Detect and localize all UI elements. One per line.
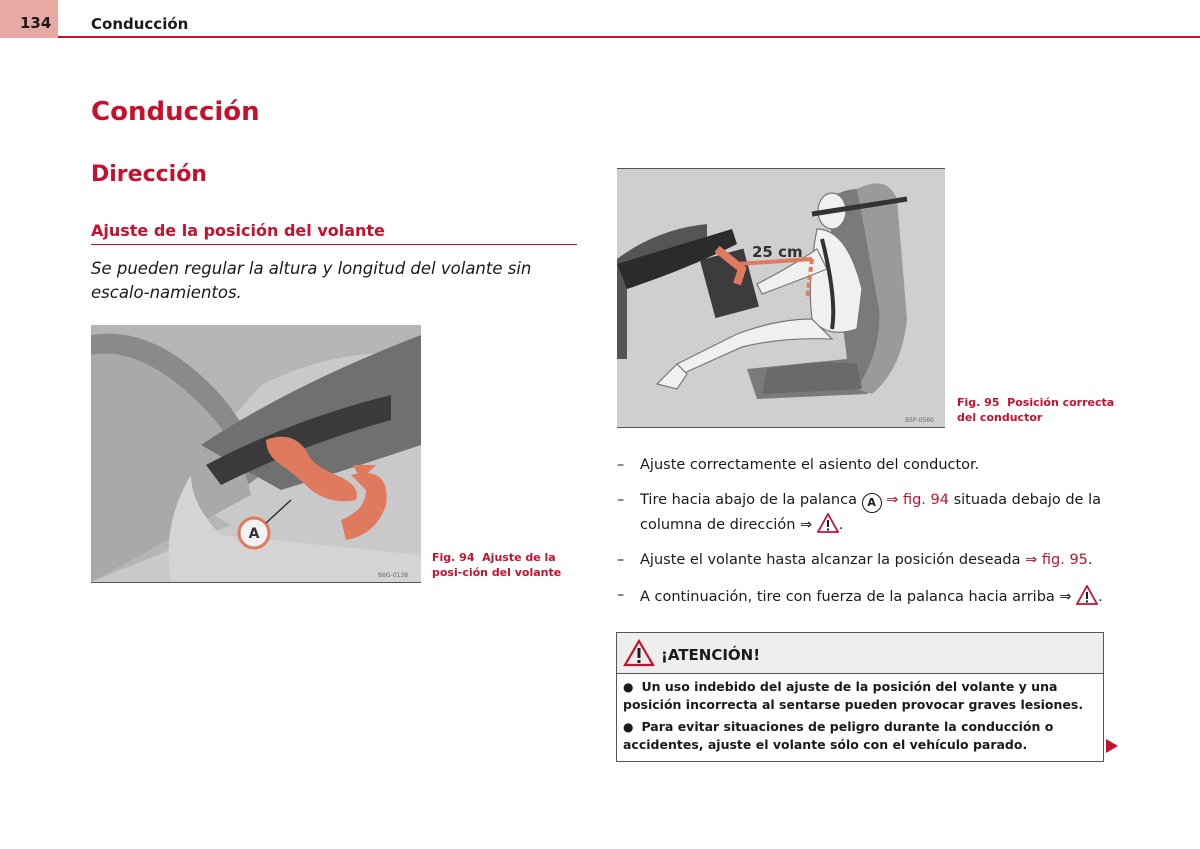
steering-lever-illustration (91, 325, 421, 582)
distance-label: 25 cm (752, 243, 803, 261)
caption-text: Ajuste de la posi-ción del volante (432, 551, 562, 579)
driver-position-illustration (617, 169, 945, 427)
step-text: . (838, 517, 844, 533)
callout-a-ref: A (862, 493, 882, 513)
figure-code: B6G-0138 (378, 572, 409, 579)
warning-text: Para evitar situaciones de peligro durante la conducción o accidentes, ajuste el volante sólo con el vehículo parado. (623, 719, 1054, 752)
page-number: 134 (20, 14, 52, 32)
figure-94-link[interactable]: ⇒ fig. 94 (881, 492, 949, 508)
step-item (617, 490, 1107, 536)
subsection-title: Dirección (91, 162, 207, 187)
warning-title: ¡ATENCIÓN! (661, 646, 761, 664)
caption-text: Posición correcta del conductor (957, 396, 1115, 424)
step-text: A continuación, tire con fuerza de la palanca hacia arriba ⇒ (640, 589, 1077, 605)
step-text: Tire hacia abajo de la palanca (640, 492, 862, 508)
header-rule (58, 36, 1200, 38)
warning-icon[interactable] (1076, 585, 1098, 605)
figure-95-caption (957, 395, 1117, 425)
figure-95 (617, 168, 945, 428)
section-title: Conducción (91, 97, 260, 127)
warning-header (617, 633, 1103, 674)
step-item (617, 455, 1107, 476)
warning-box (616, 632, 1104, 762)
running-header: Conducción (91, 15, 189, 33)
figure-95-link[interactable]: ⇒ fig. 95 (1025, 552, 1088, 568)
warning-icon (623, 639, 655, 667)
step-text: Ajuste el volante hasta alcanzar la posición deseada (640, 552, 1026, 568)
instruction-steps (617, 455, 1107, 622)
step-text: . (1087, 552, 1093, 568)
warning-item: ● Un uso indebido del ajuste de la posición del volante y una posición incorrecta al sentarse pueden provocar graves lesiones. (623, 679, 1084, 712)
figure-94-caption (432, 550, 582, 580)
topic-rule (91, 244, 577, 245)
figure-code: B5P-0560 (905, 417, 934, 424)
intro-text: Se pueden regular la altura y longitud del volante sin escalo-namientos. (91, 259, 532, 302)
continue-arrow-icon (1106, 739, 1118, 753)
step-text: . (1098, 589, 1103, 605)
step-text: Ajuste correctamente el asiento del conductor. (640, 457, 980, 473)
caption-number: Fig. 95 (957, 396, 1000, 409)
warning-icon[interactable] (817, 513, 839, 533)
warning-item: ● Para evitar situaciones de peligro durante la conducción o accidentes, ajuste el volante sólo con el vehículo parado. (623, 719, 1054, 752)
callout-a: A (248, 526, 260, 542)
warning-text: Un uso indebido del ajuste de la posición del volante y una posición incorrecta al sentarse pueden provocar graves lesiones. (623, 679, 1084, 712)
step-item (617, 550, 1107, 571)
step-text: situada debajo de la columna de dirección ⇒ (640, 492, 1101, 533)
topic-title: Ajuste de la posición del volante (91, 221, 385, 240)
step-item (617, 585, 1107, 608)
caption-number: Fig. 94 (432, 551, 475, 564)
figure-94 (91, 325, 421, 583)
